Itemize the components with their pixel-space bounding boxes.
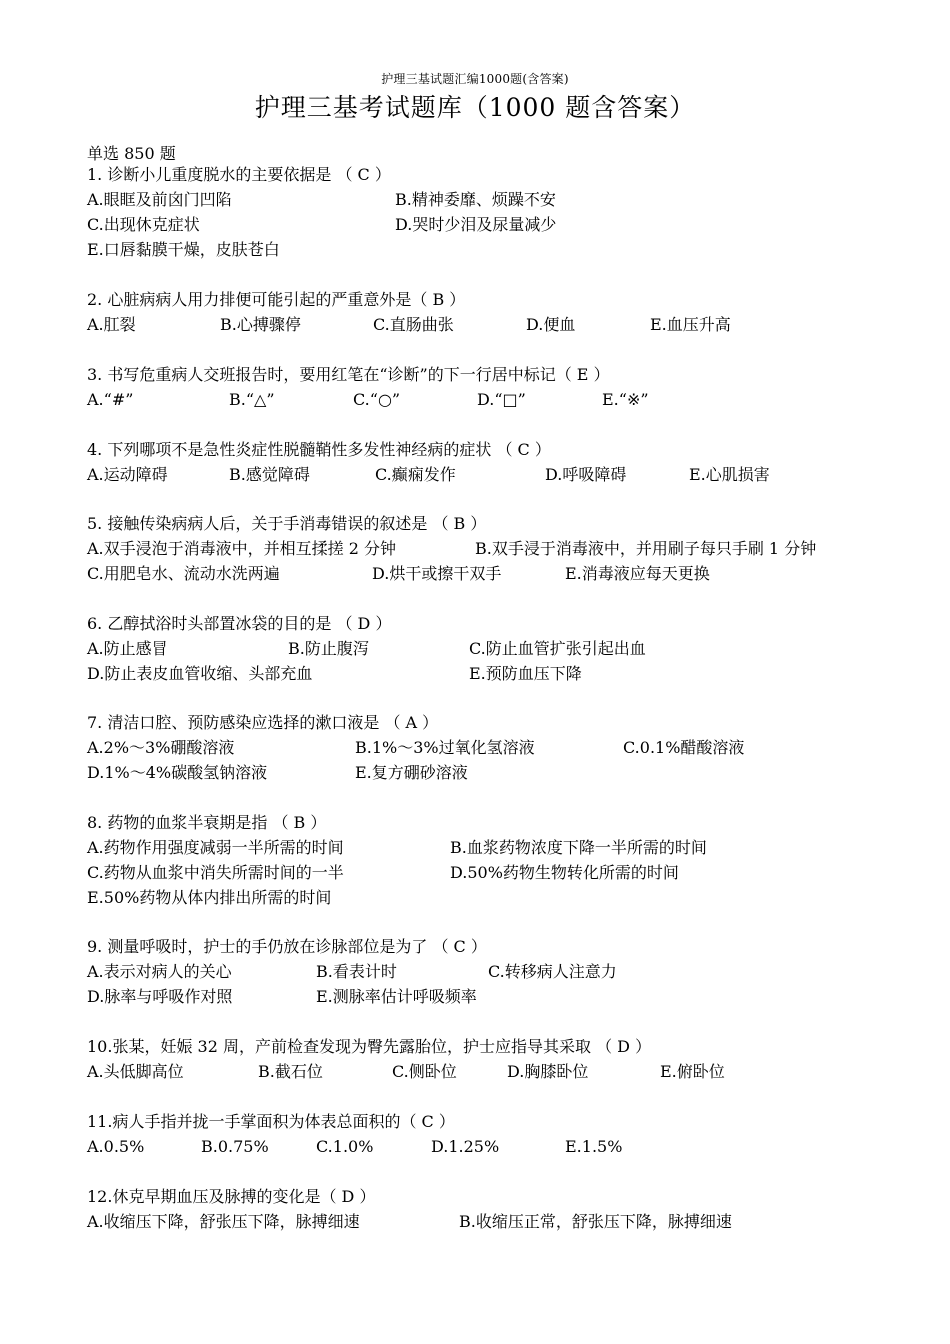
option-e: E.口唇黏膜干燥，皮肤苍白 [87, 240, 280, 259]
document-title: 护理三基考试题库（1000 题含答案） [254, 93, 696, 122]
option-c: C.出现休克症状 [87, 215, 200, 234]
question-11 [87, 1109, 887, 1159]
question-stem: 3. 书写危重病人交班报告时，要用红笔在“诊断”的下一行居中标记（ E ） [87, 365, 610, 384]
option-d: D.脉率与呼吸作对照 [87, 987, 233, 1006]
option-c: C.1.0% [316, 1137, 374, 1156]
option-c: C.侧卧位 [392, 1062, 457, 1081]
section-label: 单选 850 题 [87, 144, 176, 163]
option-b: B.“△” [229, 390, 275, 409]
option-b: B.收缩压正常，舒张压下降，脉搏细速 [459, 1212, 732, 1231]
option-a: A.药物作用强度减弱一半所需的时间 [87, 838, 344, 857]
option-d: D.便血 [526, 315, 576, 334]
question-stem: 4. 下列哪项不是急性炎症性脱髓鞘性多发性神经病的症状 （ C ） [87, 440, 551, 459]
option-a: A.肛裂 [87, 315, 136, 334]
option-b: B.感觉障碍 [229, 465, 310, 484]
option-e: E.复方硼砂溶液 [355, 763, 468, 782]
question-stem: 8. 药物的血浆半衰期是指 （ B ） [87, 813, 327, 832]
option-d: D.呼吸障碍 [545, 465, 627, 484]
option-b: B.精神委靡、烦躁不安 [395, 190, 556, 209]
option-a: A.头低脚高位 [87, 1062, 184, 1081]
option-c: C.癫痫发作 [375, 465, 456, 484]
option-c: C.防止血管扩张引起出血 [469, 639, 646, 658]
option-c: C.0.1%醋酸溶液 [623, 738, 745, 757]
question-stem: 9. 测量呼吸时，护士的手仍放在诊脉部位是为了 （ C ） [87, 937, 487, 956]
running-head: 护理三基试题汇编1000题(含答案) [381, 72, 569, 86]
question-5 [87, 511, 887, 586]
option-b: B.双手浸于消毒液中，并用刷子每只手刷 1 分钟 [475, 539, 817, 558]
question-6 [87, 611, 887, 686]
option-a: A.收缩压下降，舒张压下降，脉搏细速 [87, 1212, 360, 1231]
question-stem: 7. 清洁口腔、预防感染应选择的漱口液是 （ A ） [87, 713, 439, 732]
option-d: D.1%～4%碳酸氢钠溶液 [87, 763, 268, 782]
option-c: C.直肠曲张 [373, 315, 454, 334]
option-a: A.运动障碍 [87, 465, 168, 484]
option-d: D.哭时少泪及尿量减少 [395, 215, 557, 234]
option-d: D.胸膝卧位 [507, 1062, 589, 1081]
question-stem: 1. 诊断小儿重度脱水的主要依据是 （ C ） [87, 165, 391, 184]
option-d: D.“□” [477, 390, 526, 409]
question-stem: 6. 乙醇拭浴时头部置冰袋的目的是 （ D ） [87, 614, 392, 633]
option-d: D.烘干或擦干双手 [372, 564, 502, 583]
option-e: E.1.5% [565, 1137, 623, 1156]
option-b: B.血浆药物浓度下降一半所需的时间 [450, 838, 707, 857]
question-stem: 11.病人手指并拢一手掌面积为体表总面积的（ C ） [87, 1112, 455, 1131]
question-stem: 10.张某，妊娠 32 周，产前检查发现为臀先露胎位，护士应指导其采取 （ D ） [87, 1037, 652, 1056]
option-e: E.预防血压下降 [469, 664, 582, 683]
option-e: E.50%药物从体内排出所需的时间 [87, 888, 332, 907]
option-d: D.50%药物生物转化所需的时间 [450, 863, 679, 882]
question-4 [87, 437, 887, 487]
option-b: B.看表计时 [316, 962, 397, 981]
option-a: A.0.5% [87, 1137, 145, 1156]
option-a: A.防止感冒 [87, 639, 168, 658]
option-d: D.防止表皮血管收缩、头部充血 [87, 664, 313, 683]
option-a: A.“#” [87, 390, 134, 409]
question-7 [87, 710, 887, 785]
option-a: A.表示对病人的关心 [87, 962, 232, 981]
question-10 [87, 1034, 887, 1084]
option-e: E.“※” [602, 390, 649, 409]
option-a: A.眼眶及前囟门凹陷 [87, 190, 232, 209]
question-stem: 2. 心脏病病人用力排便可能引起的严重意外是（ B ） [87, 290, 466, 309]
option-c: C.药物从血浆中消失所需时间的一半 [87, 863, 344, 882]
question-3 [87, 362, 887, 412]
option-a: A.2%～3%硼酸溶液 [87, 738, 235, 757]
option-d: D.1.25% [431, 1137, 500, 1156]
question-stem: 12.休克早期血压及脉搏的变化是（ D ） [87, 1187, 376, 1206]
question-1 [87, 162, 887, 262]
option-b: B.心搏骤停 [220, 315, 301, 334]
question-stem: 5. 接触传染病病人后，关于手消毒错误的叙述是 （ B ） [87, 514, 487, 533]
option-b: B.1%～3%过氧化氢溶液 [355, 738, 535, 757]
option-e: E.俯卧位 [660, 1062, 725, 1081]
option-c: C.用肥皂水、流动水洗两遍 [87, 564, 280, 583]
question-9 [87, 934, 887, 1009]
question-2 [87, 287, 887, 337]
option-a: A.双手浸泡于消毒液中，并相互揉搓 2 分钟 [87, 539, 396, 558]
option-b: B.截石位 [258, 1062, 323, 1081]
option-c: C.“○” [353, 390, 401, 409]
option-c: C.转移病人注意力 [488, 962, 617, 981]
option-e: E.血压升高 [650, 315, 731, 334]
question-12 [87, 1184, 887, 1234]
question-8 [87, 810, 887, 910]
option-b: B.防止腹泻 [288, 639, 369, 658]
option-e: E.消毒液应每天更换 [565, 564, 710, 583]
option-b: B.0.75% [201, 1137, 269, 1156]
option-e: E.测脉率估计呼吸频率 [316, 987, 477, 1006]
option-e: E.心肌损害 [689, 465, 770, 484]
